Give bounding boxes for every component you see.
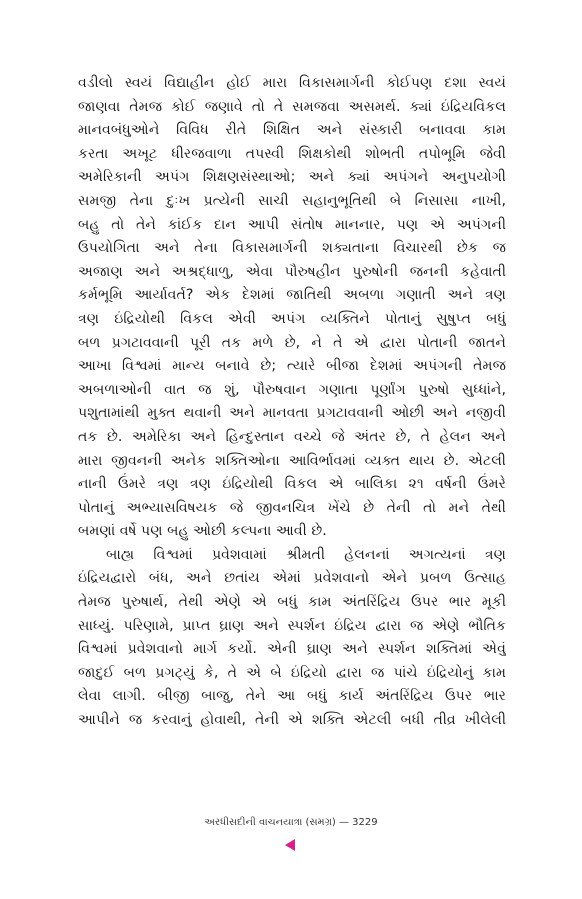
text-line: આપીને જ કરવાનું હોવાથી, તેની એ શક્તિ એટલી બધી તીવ્ર ખીલેલી <box>78 712 506 729</box>
page-footer: અરધીસદીની વાચનયાત્રા (સમગ્ર) — 3229 <box>204 817 378 828</box>
body-text <box>78 72 506 733</box>
text-line: કર્મભૂમિ આર્યાવર્ત? એક દેશમાં જાતિથી અબળા ગણાતી અને ત્રણ <box>78 287 506 304</box>
text-line: જાદુઈ બળ પ્રગટ્યું કે, તે એ બે ઇંદ્રિયો દ્વારા જ પાંચે ઇંદ્રિયોનું કામ <box>78 664 506 681</box>
text-line: નાની ઉંમરે ત્રણ ત્રણ ઇંદ્રિયોથી વિકલ એ બાલિકા ૨૧ વર્ષની ઉંમરે <box>78 476 506 493</box>
text-line: વિશ્વમાં પ્રવેશવાનો માર્ગ કર્યો. એની ઘ્રાણ અને સ્પર્શન શક્તિમાં એવું <box>78 641 506 658</box>
text-line: આખા વિશ્વમાં માન્ય બનાવે છે; ત્યારે બીજા દેશમાં અપંગની તેમજ <box>78 358 506 375</box>
text-line: પોતાનું અભ્યાસવિષયક જે જીવનચિત્ર ખેંચે છે તેની તો મને તેથી <box>78 499 506 516</box>
text-line: મારા જીવનની અનેક શક્તિઓના આવિર્ભાવમાં વ્યક્ત થાય છે. એટલી <box>78 452 506 469</box>
text-line: પશુતામાંથી મુક્ત થવાની અને માનવતા પ્રગટાવવાની ઓછી અને નજીવી <box>78 405 506 422</box>
text-line: લેવા લાગી. બીજી બાજુ, તેને આ બધું કાર્ય અંતરિંદ્રિય ઉપર ભાર <box>78 688 506 705</box>
paragraph-2 <box>78 544 506 733</box>
triangle-left-icon[interactable] <box>285 839 295 851</box>
text-line: તક છે. અમેરિકા અને હિન્દુસ્તાન વચ્ચે જે અંતર છે, તે હેલન અને <box>78 428 506 445</box>
text-line: સાધ્યું. પરિણામે, પ્રાપ્ત ઘ્રાણ અને સ્પર્શન ઇંદ્રિય દ્વારા જ એણે ભૌતિક <box>78 617 506 634</box>
text-line: વડીલો સ્વયં વિદ્યાહીન હોઈ મારા વિકાસમાર્ગની કોઈપણ દશા સ્વયં <box>78 75 506 91</box>
text-line: ત્રણ ઇંદ્રિયોથી વિકલ એવી અપંગ વ્યક્તિને પોતાનું સુષુપ્ત બધું <box>78 310 506 327</box>
text-line: અજાણ અને અશ્રદ્ધાળુ, એવા પૌરુષહીન પુરુષોની જનની કહેવાતી <box>78 263 506 280</box>
text-line: અમેરિકાની અપંગ શિક્ષણસંસ્થાઓ; અને ક્યાં અપંગને અનુપયોગી <box>78 169 506 186</box>
text-line: ઉપયોગિતા અને તેના વિકાસમાર્ગની શક્યતાના વિચારથી છેક જ <box>78 240 506 257</box>
text-line: ઇંદ્રિયદ્વારો બંધ, અને છતાંય એમાં પ્રવેશવાનો એને પ્રબળ ઉત્સાહ <box>78 570 506 587</box>
text-line: બમણાં વર્ષે પણ બહુ ઓછી કલ્પના આવી છે. <box>78 523 327 540</box>
text-line: બાહ્ય વિશ્વમાં પ્રવેશવામાં શ્રીમતી હેલનનાં અગત્યનાં ત્રણ <box>106 546 506 563</box>
text-line: જાણવા તેમજ કોઈ જણાવે તો તે સમજવા અસમર્થ. ક્યાં ઇંદ્રિયવિકલ <box>78 98 506 115</box>
text-line: કરતા અખૂટ ધીરજવાળા તપસ્વી શિક્ષકોથી શોભતી તપોભૂમિ જેવી <box>78 145 506 162</box>
text-line: તેમજ પુરુષાર્થ, તેથી એણે એ બધું કામ અંતરિંદ્રિય ઉપર ભાર મૂકી <box>78 594 506 611</box>
text-line: બહુ તો તેને કાંઈક દાન આપી સંતોષ માનનાર, પણ એ અપંગની <box>78 216 506 233</box>
paragraph-1 <box>78 72 506 544</box>
text-line: માનવબંધુઓને વિવિધ રીતે શિક્ષિત અને સંસ્કારી બનાવવા કામ <box>78 122 506 139</box>
text-line: બળ પ્રગટાવવાની પૂરી તક મળે છે, ને તે એ દ્વારા પોતાની જાતને <box>78 334 506 351</box>
text-line: સમજી તેના દુઃખ પ્રત્યેની સાચી સહાનુભૂતિથી બે નિસાસા નાખી, <box>78 192 506 209</box>
text-line: અબળાઓની વાત જ શું, પૌરુષવાન ગણાતા પૂર્ણાંગ પુરુષો સુધ્ધાંને, <box>78 381 506 398</box>
